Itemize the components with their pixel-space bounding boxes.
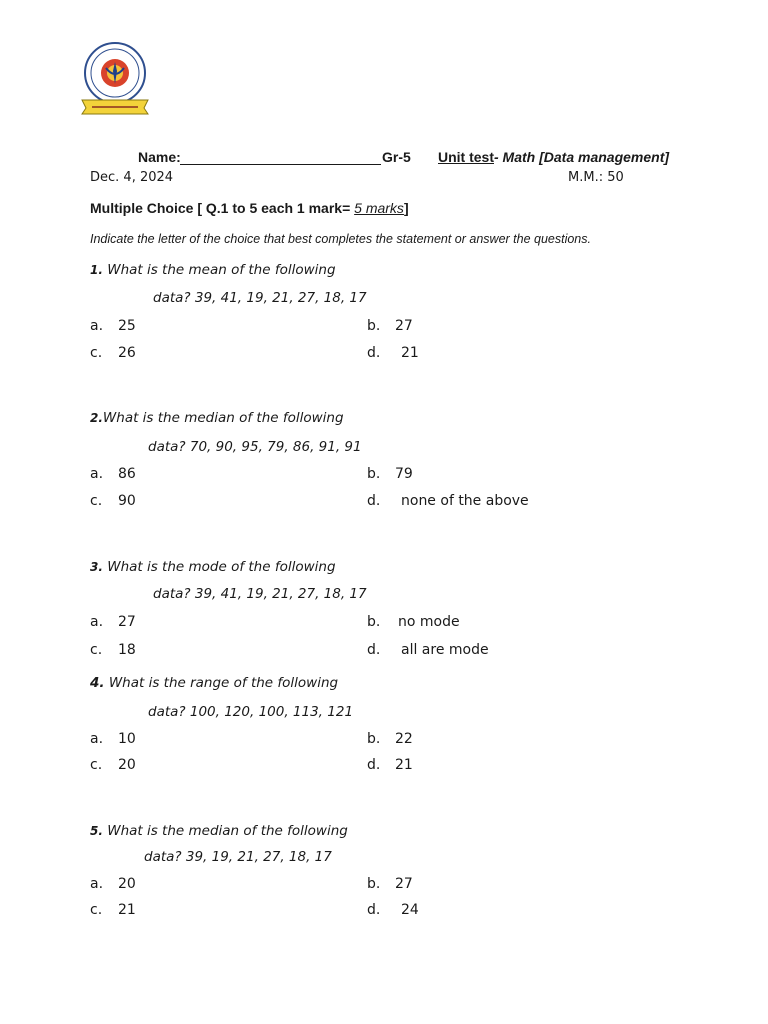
section-title-marks: 5 marks (354, 200, 404, 216)
max-marks: M.M.: 50 (568, 170, 624, 185)
option-c: c. 20 (90, 757, 136, 773)
test-title-underlined: Unit test (438, 149, 494, 165)
option-a: a. 86 (90, 466, 136, 482)
school-logo (78, 40, 152, 120)
question-number: 1. (90, 263, 103, 277)
question-text: 2.What is the median of the following (90, 410, 344, 426)
question-data: data? 70, 90, 95, 79, 86, 91, 91 (148, 439, 362, 455)
grade-label: Gr-5 (382, 149, 411, 165)
question-number: 2. (90, 411, 103, 425)
test-title (438, 149, 669, 165)
question-number: 5. (90, 824, 103, 838)
section-title-suffix: ] (403, 200, 409, 216)
option-c: c. 26 (90, 345, 136, 361)
test-title-rest: - Math [Data management] (494, 149, 670, 165)
question-data: data? 39, 19, 21, 27, 18, 17 (144, 849, 332, 865)
question-data: data? 39, 41, 19, 21, 27, 18, 17 (153, 290, 367, 306)
option-d: d. 21 (367, 345, 419, 361)
option-d: d. 24 (367, 902, 419, 918)
name-label: Name: (138, 149, 181, 165)
option-a: a. 25 (90, 318, 136, 334)
section-title (90, 200, 409, 216)
option-b: b. 79 (367, 466, 413, 482)
test-date: Dec. 4, 2024 (90, 170, 174, 185)
question-text: 5. What is the median of the following (90, 823, 348, 839)
option-a: a. 10 (90, 731, 136, 747)
question-data: data? 39, 41, 19, 21, 27, 18, 17 (153, 586, 367, 602)
option-a: a. 20 (90, 876, 136, 892)
question-text: 4. What is the range of the following (90, 675, 339, 691)
option-d: d. none of the above (367, 493, 529, 509)
section-title-prefix: Multiple Choice [ Q.1 to 5 each 1 mark= (90, 200, 355, 216)
option-d: d. 21 (367, 757, 413, 773)
option-c: c. 18 (90, 642, 136, 658)
option-d: d. all are mode (367, 642, 489, 658)
option-a: a. 27 (90, 614, 136, 630)
option-b: b. 22 (367, 731, 413, 747)
question-text: 3. What is the mode of the following (90, 559, 336, 575)
option-c: c. 21 (90, 902, 136, 918)
question-text: 1. What is the mean of the following (90, 262, 336, 278)
question-data: data? 100, 120, 100, 113, 121 (148, 704, 354, 720)
option-b: b. 27 (367, 318, 413, 334)
option-b: b. 27 (367, 876, 413, 892)
instructions: Indicate the letter of the choice that best completes the statement or answer the questions. (90, 232, 591, 246)
question-number: 4. (90, 675, 105, 691)
option-b: b. no mode (367, 614, 460, 630)
option-c: c. 90 (90, 493, 136, 509)
name-blank-line (180, 164, 381, 165)
question-number: 3. (90, 560, 103, 574)
